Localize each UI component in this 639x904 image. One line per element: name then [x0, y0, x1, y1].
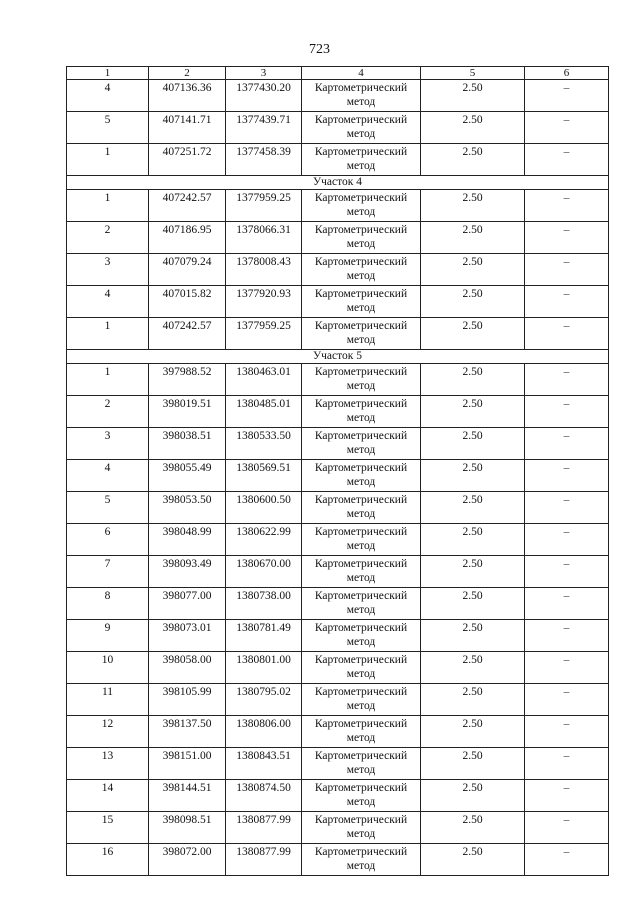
- accuracy-cell: 2.50: [421, 524, 525, 556]
- note-cell: –: [525, 492, 609, 524]
- section-title: Участок 5: [67, 350, 609, 364]
- section-header-row: [67, 176, 609, 190]
- point-number-cell: 4: [67, 460, 149, 492]
- x-coordinate-cell: 398093.49: [149, 556, 226, 588]
- header-row: [67, 67, 609, 80]
- y-coordinate-cell: 1377458.39: [226, 144, 302, 176]
- table-row: [67, 222, 609, 254]
- point-number-cell: 3: [67, 254, 149, 286]
- method-cell: Картометрический метод: [302, 652, 421, 684]
- table-row: [67, 652, 609, 684]
- accuracy-cell: 2.50: [421, 364, 525, 396]
- x-coordinate-cell: 407251.72: [149, 144, 226, 176]
- page-number: 723: [309, 42, 330, 57]
- point-number-cell: 14: [67, 780, 149, 812]
- point-number-cell: 10: [67, 652, 149, 684]
- method-cell: Картометрический метод: [302, 684, 421, 716]
- table-row: [67, 190, 609, 222]
- accuracy-cell: 2.50: [421, 844, 525, 876]
- column-header: 2: [149, 67, 226, 80]
- method-cell: Картометрический метод: [302, 222, 421, 254]
- table-row: [67, 556, 609, 588]
- method-cell: Картометрический метод: [302, 748, 421, 780]
- y-coordinate-cell: 1380877.99: [226, 844, 302, 876]
- table-row: [67, 780, 609, 812]
- x-coordinate-cell: 398053.50: [149, 492, 226, 524]
- table-row: [67, 620, 609, 652]
- table-row: [67, 460, 609, 492]
- method-cell: Картометрический метод: [302, 620, 421, 652]
- x-coordinate-cell: 398077.00: [149, 588, 226, 620]
- y-coordinate-cell: 1380485.01: [226, 396, 302, 428]
- x-coordinate-cell: 398144.51: [149, 780, 226, 812]
- accuracy-cell: 2.50: [421, 428, 525, 460]
- method-cell: Картометрический метод: [302, 80, 421, 112]
- y-coordinate-cell: 1380533.50: [226, 428, 302, 460]
- accuracy-cell: 2.50: [421, 144, 525, 176]
- table-row: [67, 492, 609, 524]
- accuracy-cell: 2.50: [421, 748, 525, 780]
- method-cell: Картометрический метод: [302, 524, 421, 556]
- accuracy-cell: 2.50: [421, 460, 525, 492]
- x-coordinate-cell: 398055.49: [149, 460, 226, 492]
- coordinates-table: [66, 66, 609, 876]
- point-number-cell: 15: [67, 812, 149, 844]
- note-cell: –: [525, 812, 609, 844]
- table-row: [67, 144, 609, 176]
- note-cell: –: [525, 620, 609, 652]
- accuracy-cell: 2.50: [421, 222, 525, 254]
- x-coordinate-cell: 407015.82: [149, 286, 226, 318]
- accuracy-cell: 2.50: [421, 620, 525, 652]
- x-coordinate-cell: 398019.51: [149, 396, 226, 428]
- method-cell: Картометрический метод: [302, 716, 421, 748]
- method-cell: Картометрический метод: [302, 556, 421, 588]
- method-cell: Картометрический метод: [302, 364, 421, 396]
- x-coordinate-cell: 407242.57: [149, 318, 226, 350]
- y-coordinate-cell: 1377959.25: [226, 190, 302, 222]
- accuracy-cell: 2.50: [421, 556, 525, 588]
- table-row: [67, 748, 609, 780]
- y-coordinate-cell: 1377959.25: [226, 318, 302, 350]
- note-cell: –: [525, 112, 609, 144]
- table-row: [67, 364, 609, 396]
- accuracy-cell: 2.50: [421, 780, 525, 812]
- y-coordinate-cell: 1380781.49: [226, 620, 302, 652]
- point-number-cell: 5: [67, 112, 149, 144]
- column-header: 3: [226, 67, 302, 80]
- note-cell: –: [525, 652, 609, 684]
- note-cell: –: [525, 190, 609, 222]
- point-number-cell: 7: [67, 556, 149, 588]
- x-coordinate-cell: 407079.24: [149, 254, 226, 286]
- point-number-cell: 1: [67, 190, 149, 222]
- x-coordinate-cell: 398073.01: [149, 620, 226, 652]
- note-cell: –: [525, 428, 609, 460]
- y-coordinate-cell: 1380622.99: [226, 524, 302, 556]
- y-coordinate-cell: 1380795.02: [226, 684, 302, 716]
- table-row: [67, 286, 609, 318]
- x-coordinate-cell: 398098.51: [149, 812, 226, 844]
- table-row: [67, 812, 609, 844]
- table-row: [67, 588, 609, 620]
- y-coordinate-cell: 1380670.00: [226, 556, 302, 588]
- point-number-cell: 8: [67, 588, 149, 620]
- x-coordinate-cell: 407141.71: [149, 112, 226, 144]
- column-header: 5: [421, 67, 525, 80]
- accuracy-cell: 2.50: [421, 716, 525, 748]
- point-number-cell: 12: [67, 716, 149, 748]
- accuracy-cell: 2.50: [421, 588, 525, 620]
- table-row: [67, 428, 609, 460]
- note-cell: –: [525, 254, 609, 286]
- y-coordinate-cell: 1380600.50: [226, 492, 302, 524]
- method-cell: Картометрический метод: [302, 780, 421, 812]
- y-coordinate-cell: 1378066.31: [226, 222, 302, 254]
- y-coordinate-cell: 1380877.99: [226, 812, 302, 844]
- note-cell: –: [525, 364, 609, 396]
- y-coordinate-cell: 1378008.43: [226, 254, 302, 286]
- accuracy-cell: 2.50: [421, 318, 525, 350]
- y-coordinate-cell: 1377430.20: [226, 80, 302, 112]
- point-number-cell: 9: [67, 620, 149, 652]
- note-cell: –: [525, 780, 609, 812]
- method-cell: Картометрический метод: [302, 396, 421, 428]
- column-header: 6: [525, 67, 609, 80]
- y-coordinate-cell: 1380806.00: [226, 716, 302, 748]
- note-cell: –: [525, 716, 609, 748]
- point-number-cell: 4: [67, 286, 149, 318]
- accuracy-cell: 2.50: [421, 254, 525, 286]
- point-number-cell: 1: [67, 144, 149, 176]
- note-cell: –: [525, 524, 609, 556]
- y-coordinate-cell: 1380801.00: [226, 652, 302, 684]
- y-coordinate-cell: 1380843.51: [226, 748, 302, 780]
- point-number-cell: 3: [67, 428, 149, 460]
- note-cell: –: [525, 748, 609, 780]
- x-coordinate-cell: 398058.00: [149, 652, 226, 684]
- point-number-cell: 2: [67, 222, 149, 254]
- table-body: [67, 80, 609, 876]
- accuracy-cell: 2.50: [421, 812, 525, 844]
- x-coordinate-cell: 398137.50: [149, 716, 226, 748]
- table-row: [67, 684, 609, 716]
- method-cell: Картометрический метод: [302, 428, 421, 460]
- table-row: [67, 80, 609, 112]
- y-coordinate-cell: 1380569.51: [226, 460, 302, 492]
- x-coordinate-cell: 398072.00: [149, 844, 226, 876]
- point-number-cell: 1: [67, 318, 149, 350]
- method-cell: Картометрический метод: [302, 190, 421, 222]
- y-coordinate-cell: 1380738.00: [226, 588, 302, 620]
- method-cell: Картометрический метод: [302, 812, 421, 844]
- note-cell: –: [525, 844, 609, 876]
- point-number-cell: 6: [67, 524, 149, 556]
- point-number-cell: 11: [67, 684, 149, 716]
- method-cell: Картометрический метод: [302, 286, 421, 318]
- column-header: 1: [67, 67, 149, 80]
- method-cell: Картометрический метод: [302, 144, 421, 176]
- point-number-cell: 16: [67, 844, 149, 876]
- table-row: [67, 318, 609, 350]
- accuracy-cell: 2.50: [421, 286, 525, 318]
- note-cell: –: [525, 684, 609, 716]
- method-cell: Картометрический метод: [302, 588, 421, 620]
- x-coordinate-cell: 397988.52: [149, 364, 226, 396]
- accuracy-cell: 2.50: [421, 396, 525, 428]
- method-cell: Картометрический метод: [302, 112, 421, 144]
- note-cell: –: [525, 396, 609, 428]
- column-header: 4: [302, 67, 421, 80]
- x-coordinate-cell: 398105.99: [149, 684, 226, 716]
- method-cell: Картометрический метод: [302, 844, 421, 876]
- y-coordinate-cell: 1377439.71: [226, 112, 302, 144]
- point-number-cell: 2: [67, 396, 149, 428]
- point-number-cell: 4: [67, 80, 149, 112]
- section-title: Участок 4: [67, 176, 609, 190]
- note-cell: –: [525, 588, 609, 620]
- note-cell: –: [525, 556, 609, 588]
- accuracy-cell: 2.50: [421, 652, 525, 684]
- method-cell: Картометрический метод: [302, 318, 421, 350]
- accuracy-cell: 2.50: [421, 684, 525, 716]
- note-cell: –: [525, 222, 609, 254]
- table-row: [67, 524, 609, 556]
- table-row: [67, 396, 609, 428]
- x-coordinate-cell: 407242.57: [149, 190, 226, 222]
- x-coordinate-cell: 398151.00: [149, 748, 226, 780]
- x-coordinate-cell: 398048.99: [149, 524, 226, 556]
- y-coordinate-cell: 1380874.50: [226, 780, 302, 812]
- table-row: [67, 254, 609, 286]
- method-cell: Картометрический метод: [302, 254, 421, 286]
- x-coordinate-cell: 407186.95: [149, 222, 226, 254]
- note-cell: –: [525, 460, 609, 492]
- note-cell: –: [525, 318, 609, 350]
- y-coordinate-cell: 1380463.01: [226, 364, 302, 396]
- accuracy-cell: 2.50: [421, 492, 525, 524]
- point-number-cell: 13: [67, 748, 149, 780]
- section-header-row: [67, 350, 609, 364]
- note-cell: –: [525, 286, 609, 318]
- accuracy-cell: 2.50: [421, 190, 525, 222]
- accuracy-cell: 2.50: [421, 112, 525, 144]
- method-cell: Картометрический метод: [302, 460, 421, 492]
- method-cell: Картометрический метод: [302, 492, 421, 524]
- x-coordinate-cell: 407136.36: [149, 80, 226, 112]
- accuracy-cell: 2.50: [421, 80, 525, 112]
- point-number-cell: 1: [67, 364, 149, 396]
- note-cell: –: [525, 144, 609, 176]
- point-number-cell: 5: [67, 492, 149, 524]
- table-row: [67, 112, 609, 144]
- table-row: [67, 716, 609, 748]
- x-coordinate-cell: 398038.51: [149, 428, 226, 460]
- note-cell: –: [525, 80, 609, 112]
- y-coordinate-cell: 1377920.93: [226, 286, 302, 318]
- table-row: [67, 844, 609, 876]
